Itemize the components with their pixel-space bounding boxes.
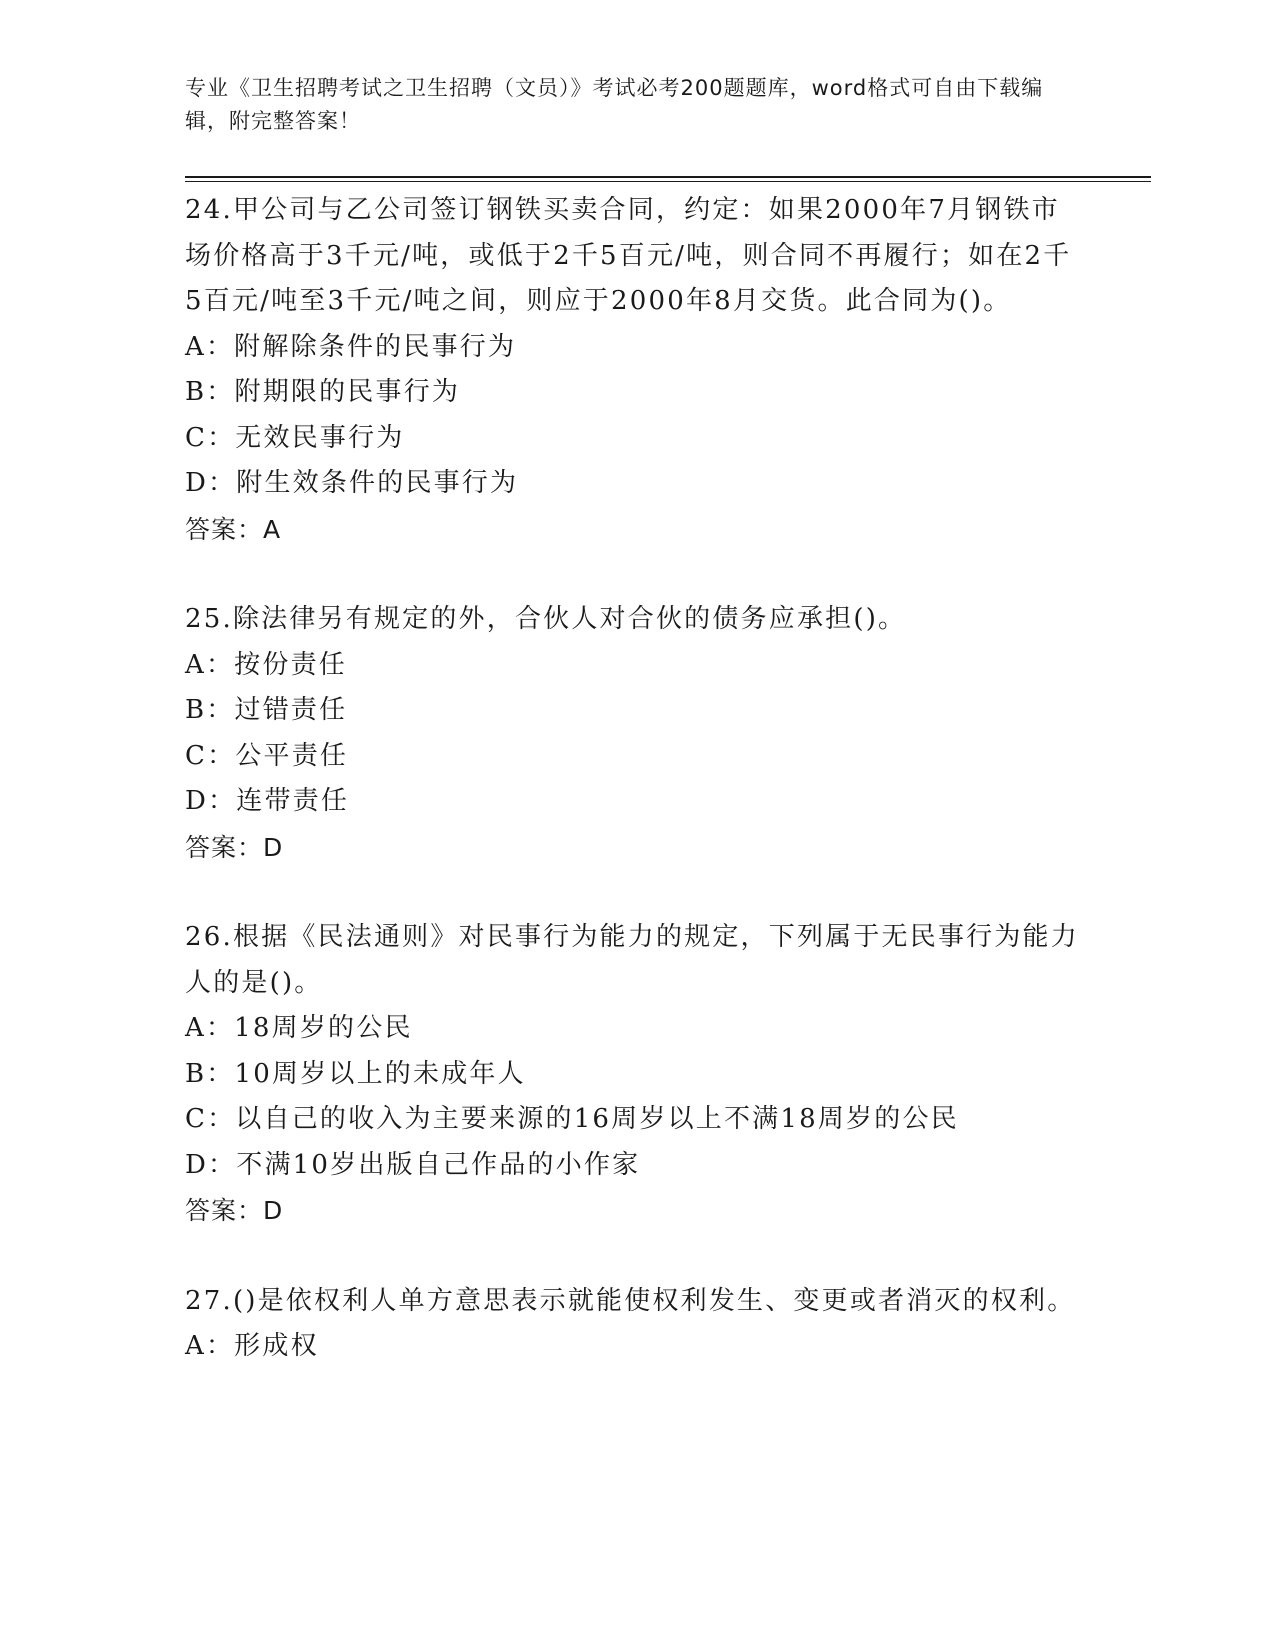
answer-line: 答案：D (185, 1196, 284, 1225)
option-b: B：过错责任 (185, 695, 348, 725)
answer-line: 答案：A (185, 514, 282, 544)
option-b: B：10周岁以上的未成年人 (185, 1058, 526, 1089)
option-list (185, 643, 1085, 825)
question-list (185, 188, 1085, 1370)
option-d: D：不满10岁出版自己作品的小作家 (185, 1149, 641, 1180)
option-a: A：18周岁的公民 (185, 1013, 413, 1043)
option-list (185, 1324, 1085, 1370)
option-a: A：形成权 (185, 1331, 319, 1361)
question-text: 26.根据《民法通则》对民事行为能力的规定，下列属于无民事行为能力人的是()。 (185, 922, 1079, 998)
option-list (185, 1006, 1085, 1188)
question-text: 24.甲公司与乙公司签订钢铁买卖合同，约定：如果2000年7月钢铁市场价格高于3千元/吨，或低于2千5百元/吨，则合同不再履行；如在2千5百元/吨至3千元/吨之间，则应于2000年8月交货。此合同为()。 (185, 195, 1072, 316)
question-27 (185, 1279, 1085, 1370)
option-d: D：附生效条件的民事行为 (185, 468, 519, 498)
document-header: 专业《卫生招聘考试之卫生招聘（文员）》考试必考200题题库，word格式可自由下载编辑，附完整答案！ (185, 76, 1044, 133)
option-d: D：连带责任 (185, 786, 350, 816)
header-rule-thick (185, 176, 1151, 178)
option-list (185, 325, 1085, 507)
question-26 (185, 915, 1085, 1234)
option-c: C：以自己的收入为主要来源的16周岁以上不满18周岁的公民 (185, 1104, 959, 1134)
question-text: 27.()是依权利人单方意思表示就能使权利发生、变更或者消灭的权利。 (185, 1285, 1076, 1316)
option-c: C：无效民事行为 (185, 422, 405, 453)
answer-line: 答案：D (185, 832, 284, 862)
question-25 (185, 597, 1085, 870)
option-b: B：附期限的民事行为 (185, 377, 461, 407)
option-c: C：公平责任 (185, 740, 349, 771)
header-rule-thin (185, 181, 1151, 182)
question-text: 25.除法律另有规定的外，合伙人对合伙的债务应承担()。 (185, 604, 907, 634)
option-a: A：按份责任 (185, 649, 347, 680)
option-a: A：附解除条件的民事行为 (185, 331, 517, 362)
question-24 (185, 188, 1085, 552)
